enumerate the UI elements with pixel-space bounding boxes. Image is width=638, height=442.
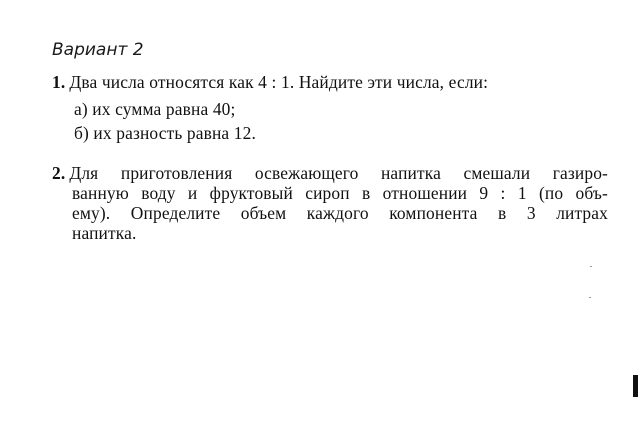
task-2-first-line	[52, 163, 608, 183]
task-1-item-a: а) их сумма равна 40;	[74, 99, 236, 119]
scan-speck	[590, 266, 592, 267]
task-2	[52, 163, 612, 243]
task-1	[52, 72, 612, 92]
scan-speck	[589, 297, 591, 298]
task-2-line-3: ему). Определите объем каждого компонента в 3 литрах	[72, 203, 608, 223]
task-1-number: 1.	[52, 72, 66, 92]
task-2-line-4: напитка.	[72, 223, 137, 243]
task-1-line	[52, 72, 612, 92]
task-2-line-2: ванную воду и фруктовый сироп в отношении 9 : 1 (по объ-	[72, 183, 608, 203]
task-2-line-1: Для приготовления освежающего напитка смешали газиро-	[69, 163, 608, 183]
scrollbar-thumb[interactable]	[633, 375, 638, 397]
task-2-number: 2.	[52, 163, 66, 183]
task-1-text: Два числа относятся как 4 : 1. Найдите эти числа, если:	[69, 72, 489, 92]
variant-title: Вариант 2	[52, 40, 144, 60]
task-1-item-b: б) их разность равна 12.	[74, 123, 256, 143]
